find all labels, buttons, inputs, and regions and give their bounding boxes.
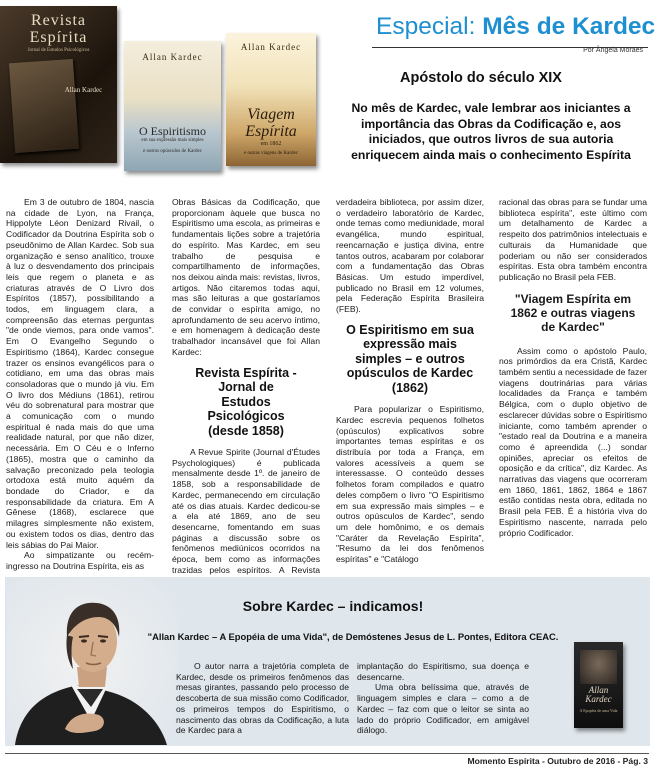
- epopeia-cover-portrait: [580, 650, 617, 684]
- article-headline: Apóstolo do século XIX: [400, 70, 562, 86]
- section-title: [376, 12, 655, 42]
- article-deck: No mês de Kardec, vale lembrar aos iniciantes a importância das Obras da Codificação e, aos iniciados, que outros livros de sua autoria enriquecem ainda mais o conhecimento Espírita: [351, 101, 631, 162]
- footer-text: Momento Espírita - Outubro de 2016 - Pág. 3: [467, 756, 648, 766]
- viagem-cover-subtitle: e outras viagens de Kardec: [244, 151, 298, 156]
- paragraph: A Revue Spirite (Journal d'Études Psychologiques) é publicada mensalmente desde 1º. de janeiro de 1858, sob a responsabilidade de Kardec, permanecendo em circulação até os dias atuais. Kardec dedicou-se a ela até 1869, ano de seu desencarne, fomentando em suas páginas a discussão sobre os fenômenos mediúnicos ocorridos na época, bem como as informações trazidas pelos espíritos. A Revista: [172, 447, 320, 575]
- revista-inner-book-image: [9, 59, 79, 153]
- viagem-cover-author: Allan Kardec: [240, 42, 302, 52]
- paragraph: verdadeira biblioteca, por assim dizer, o verdadeiro laboratório de Kardec, onde temas como mediunidade, moral evangélica, mundo espiritual, reencarnação e justiça divina, entre tantos outros, acabaram por colaborar com a fundamentação das Obras Básicas. Um estudo imperdível, publicado no Brasil em 12 volumes, pela Federação Espírita Brasileira (FEB).: [336, 197, 484, 315]
- paragraph: Obras Básicas da Codificação, que proporcionam àquele que busca no Espiritismo uma escola, as primeiras e fundamentais lições sobre a trajetória do espírito. Mas Kardec, em seu trabalho de pesquisa e compartilhamento de informações, nos deixou ainda mais: revistas, livros, artigos. Não citaremos todas aqui, mas são leituras a que gostaríamos de convidar o espírita amigo, no aprofundamento de seu acervo íntimo, e em homenagem à dedicação deste trabalhador incansável que foi Allan Kardec:: [172, 197, 320, 357]
- paragraph: O autor narra a trajetória completa de Kardec, desde os primeiros fenômenos das mesas girantes, passando pelo processo de descoberta de sua missão como Codificador, os primeiros tempos do Espiritismo, o nascimento das obras da Codificação, a luta de Kardec para a: [176, 661, 349, 736]
- paragraph: Assim como o apóstolo Paulo, nos primórdios da era Cristã, Kardec também sentiu a necessidade de fazer viagens doutrinárias para várias localidades da França e também Bélgica, com o duplo objetivo de esclarecer dúvidas sobre o Espiritismo iniciante, como também aprender o "estado real da Doutrina e a maneira como é apreendida (...) sondar opiniões, apreciar os efeitos de oposição e da crítica", diz Kardec. As narrativas das viagens que ocorreram em 1860, 1861, 1862, 1864 e 1867 estão contidas nesta obra, editada no Brasil pela FEB. É a história viva do Espiritismo nascente, narrada pelo próprio Codificador.: [499, 345, 647, 538]
- revista-cover-title-1: Revista: [31, 12, 86, 29]
- paragraph: Para popularizar o Espiritismo, Kardec escrevia pequenos folhetos (opúsculos) explicativos sobre importantes temas espíritas e os distribuía por toda a França, em valores acessíveis a quem se interessasse. O conteúdo desses folhetos foram compilados e quatro deles compõem o livro "O Espiritismo em sua expressão mais simples – e outros opúsculos de Kardec", sendo um dele homônimo, e os demais "Caráter da Revelação Espírita", "Resumo da lei dos fenômenos espíritas" e "Catálogo: [336, 404, 484, 565]
- espiritismo-cover-author: Allan Kardec: [142, 52, 203, 62]
- viagem-cover-title-2: Espírita: [245, 123, 297, 140]
- byline: Por Ângela Moraes: [583, 47, 643, 54]
- espiritismo-cover-title-2: em sua expressão mais simples: [141, 138, 204, 143]
- epopeia-cover-subtitle: A Epopéia de uma Vida: [579, 708, 618, 713]
- epopeia-cover-title: Allan Kardec: [585, 685, 612, 704]
- paragraph: Em 3 de outubro de 1804, nascia na cidade de Lyon, na França, Hippolyte Léon Denizard Rivail, o Codificador da Doutrina Espírita sob o pseudônimo de Allan Kardec. Sob sua organização e senso analítico, trouxe à luz o desvendamento dos principais leis que regem o planeta e as criaturas através de O Livro dos Espíritos (1857), possibilitando a todos, em linguagem clara, a compreensão das eternas perguntas "de onde viemos, para onde vamos". Em O Evangelho Segundo o Espiritismo (1864), Kardec consegue trazer os ensinos evangélicos para o cotidiano, em uma das obras mais consoladoras que o mundo já viu. Em O livro dos Médiuns (1861), retirou véu do sobrenatural para mostrar que a comunicação com o mundo espiritual é nada mais do que uma realidade natural, por que não dizer, necessária. Em O Céu e o Inferno (1865), mostra que o caminho da salvação preconizado pela teologia ortodoxa está muito aquém da bondade do Criador, e da responsabilidade da criatura. Em A Gênese (1868), esclarece que milagres simplesmente não existem, ou existem todos os dias, dentro das leis sábias do Pai Maior.: [6, 197, 154, 550]
- revista-cover-subtitle: Jornal de Estudos Psicológicos: [27, 48, 90, 53]
- subheading-viagem: "Viagem Espírita em 1862 e outras viagens de Kardec": [510, 291, 636, 334]
- recommendation-book-line: "Allan Kardec – A Epopéia de uma Vida", de Demóstenes Jesus de L. Pontes, Editora CEAC.: [147, 631, 559, 642]
- paragraph: racional das obras para se fundar uma biblioteca espírita", este último com um detalhamento de Kardec a respeito dos patrimônios intelectuais e culturais da Humanidade que poderiam ou não ser considerados espíritas. Esta obra também encontra publicação no Brasil pela FEB.: [499, 197, 647, 282]
- viagem-espirita-cover: [226, 33, 316, 166]
- recommendation-text-left: [176, 661, 349, 736]
- revista-espirita-cover: [0, 6, 117, 163]
- subheading-revista: Revista Espírita - Jornal de Estudos Psicológicos (desde 1858): [195, 365, 297, 438]
- paragraph: implantação do Espiritismo, sua doença e desencarne.: [357, 661, 529, 682]
- kardec-portrait-illustration: [7, 579, 177, 745]
- revista-cover-title-2: Espírita: [29, 29, 88, 46]
- viagem-cover-title-1: Viagem: [247, 106, 295, 123]
- paragraph: Uma obra belíssima que, através de linguagem simples e clara – como a de Kardec – faz com que o leitor se sinta ao lado do próprio Codificador, em amigável diálogo.: [357, 682, 529, 736]
- recommendation-title: Sobre Kardec – indicamos!: [242, 598, 424, 614]
- espiritismo-cover-subtitle: e outros opúsculos de Kardec: [143, 149, 202, 154]
- article-column-4: [499, 197, 647, 538]
- subheading-espiritismo: O Espiritismo em sua expressão mais simples – e outros opúsculos de Kardec (1862): [346, 322, 474, 395]
- revista-cover-author: Allan Kardec: [64, 86, 103, 94]
- recommendation-text-right: [357, 661, 529, 736]
- article-column-3: [336, 197, 484, 565]
- article-column-2: [172, 197, 320, 586]
- paragraph: Ao simpatizante ou recém-ingresso na Doutrina Espírita, eis as: [6, 550, 154, 571]
- espiritismo-cover: [124, 41, 221, 171]
- viagem-cover-year: em 1862: [260, 141, 282, 147]
- kardec-portrait: [7, 579, 177, 745]
- epopeia-book-cover: [574, 642, 623, 728]
- section-label: Especial:: [376, 13, 476, 40]
- footer-rule: [5, 753, 649, 754]
- section-name: Mês de Kardec: [482, 13, 655, 40]
- espiritismo-cover-title: O Espiritismo: [138, 124, 206, 138]
- article-column-1: [6, 197, 154, 572]
